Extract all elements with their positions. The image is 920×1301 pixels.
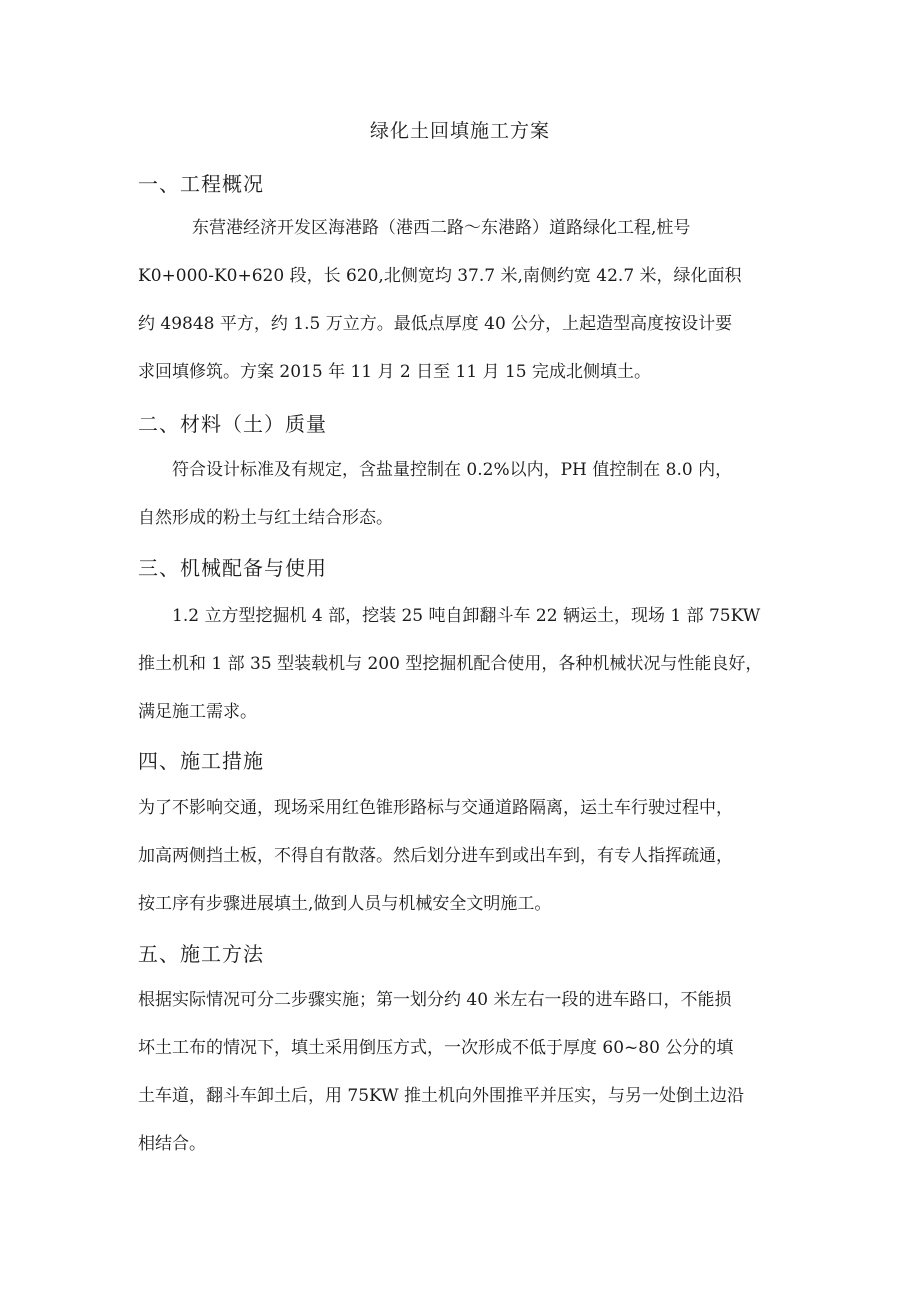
section-heading-measures: 四、施工措施 (138, 749, 264, 773)
paragraph-line: 1.2 立方型挖掘机 4 部，挖装 25 吨自卸翻斗车 22 辆运土，现场 1 部 75KW (172, 606, 761, 626)
section-heading-methods: 五、施工方法 (138, 942, 264, 966)
section-heading-machinery: 三、机械配备与使用 (138, 556, 327, 580)
section-body-overview (138, 204, 788, 396)
paragraph-line: 满足施工需求。 (138, 702, 257, 722)
paragraph-line: 符合设计标准及有规定，含盐量控制在 0.2%以内，PH 值控制在 8.0 内， (172, 460, 733, 480)
paragraph-line: 自然形成的粉土与红土结合形态。 (138, 508, 393, 528)
paragraph-line: 土车道，翻斗车卸土后，用 75KW 推土机向外围推平并压实，与另一处倒土边沿 (138, 1086, 745, 1106)
section-body-materials (138, 446, 788, 542)
paragraph-line: 根据实际情况可分二步骤实施；第一划分约 40 米左右一段的进车路口，不能损 (138, 990, 732, 1010)
section-body-methods (138, 976, 788, 1168)
section-heading-materials: 二、材料（土）质量 (138, 412, 327, 436)
section-body-measures (138, 784, 788, 928)
paragraph-line: 约 49848 平方，约 1.5 万立方。最低点厚度 40 公分，上起造型高度按设计要 (138, 314, 733, 334)
paragraph-line: 坏土工布的情况下，填土采用倒压方式，一次形成不低于厚度 60~80 公分的填 (138, 1038, 734, 1058)
paragraph-line: K0+000-K0+620 段，长 620,北侧宽均 37.7 米,南侧约宽 42.7 米，绿化面积 (138, 266, 742, 286)
paragraph-line: 求回填修筑。方案 2015 年 11 月 2 日至 11 月 15 完成北侧填土。 (138, 362, 652, 382)
paragraph-line: 按工序有步骤进展填土,做到人员与机械安全文明施工。 (138, 894, 552, 914)
paragraph-line: 为了不影响交通，现场采用红色锥形路标与交通道路隔离，运土车行驶过程中， (138, 798, 733, 818)
paragraph-line: 相结合。 (138, 1134, 206, 1154)
document-title: 绿化土回填施工方案 (369, 120, 550, 142)
paragraph-line: 东营港经济开发区海港路（港西二路～东港路）道路绿化工程,桩号 (192, 218, 691, 238)
paragraph-line: 加高两侧挡土板，不得自有散落。然后划分进车到或出车到，有专人指挥疏通， (138, 846, 733, 866)
section-heading-overview: 一、工程概况 (138, 172, 264, 196)
section-body-machinery (138, 592, 788, 736)
paragraph-line: 推土机和 1 部 35 型装载机与 200 型挖掘机配合使用，各种机械状况与性能良好， (138, 654, 763, 674)
